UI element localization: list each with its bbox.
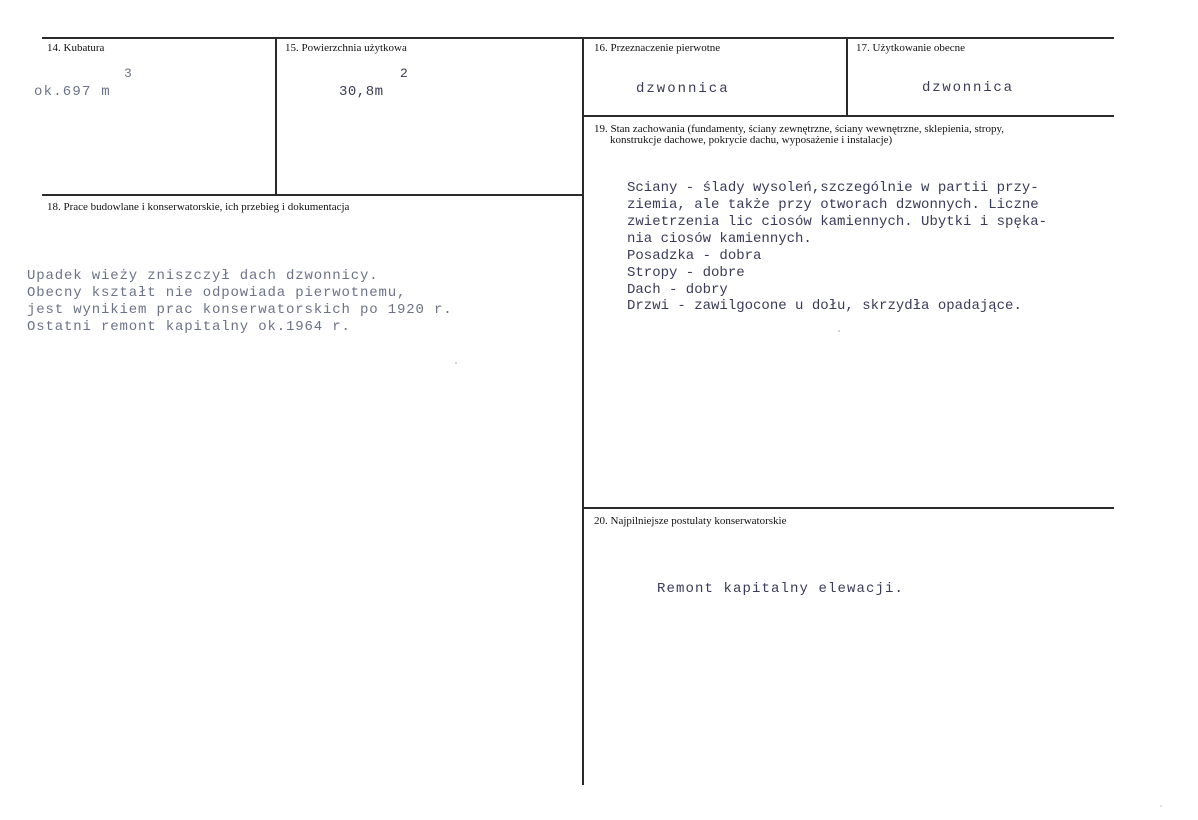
field-16-label: 16. Przeznaczenie pierwotne — [594, 42, 721, 54]
field-20-value: Remont kapitalny elewacji. — [657, 581, 905, 597]
field-17-label: 17. Użytkowanie obecne — [856, 42, 966, 54]
rule-above-20 — [583, 507, 1114, 509]
divider-14-15 — [275, 37, 277, 195]
top-rule — [42, 37, 1114, 39]
field-15-exponent: 2 — [400, 66, 408, 81]
field-19-label-line1: 19. Stan zachowania (fundamenty, ściany zewnętrzne, ściany wewnętrzne, sklepienia, stropy, — [594, 123, 1005, 135]
field-18-line: Upadek wieży zniszczył dach dzwonnicy. — [27, 268, 379, 284]
field-19-line: Stropy - dobre — [627, 265, 745, 281]
field-18-label: 18. Prace budowlane i konserwatorskie, ich przebieg i dokumentacja — [47, 201, 350, 213]
field-18-line: Obecny kształt nie odpowiada pierwotnemu, — [27, 285, 407, 301]
field-15-label: 15. Powierzchnia użytkowa — [285, 42, 407, 54]
scan-speck — [838, 330, 840, 332]
field-15-value: 30,8m — [339, 84, 384, 100]
main-center-divider — [582, 37, 584, 785]
divider-16-17 — [846, 37, 848, 116]
field-19-line: nia ciosów kamiennych. — [627, 231, 812, 247]
rule-under-16-17 — [583, 115, 1114, 117]
field-17-value: dzwonnica — [922, 80, 1014, 96]
field-19-line: Sciany - ślady wysoleń,szczególnie w partii przy- — [627, 180, 1039, 196]
rule-above-18 — [42, 194, 583, 196]
field-14-value: ok.697 m — [34, 84, 111, 100]
field-18-line: Ostatni remont kapitalny ok.1964 r. — [27, 319, 351, 335]
field-14-label: 14. Kubatura — [47, 42, 105, 54]
field-19-line: Drzwi - zawilgocone u dołu, skrzydła opadające. — [627, 298, 1022, 314]
field-19-line: Posadzka - dobra — [627, 248, 762, 264]
field-19-label-line2: konstrukcje dachowe, pokrycie dachu, wyposażenie i instalacje) — [610, 134, 893, 146]
field-19-line: ziemia, ale także przy otworach dzwonnych. Liczne — [627, 197, 1039, 213]
field-18-line: jest wynikiem prac konserwatorskich po 1920 r. — [27, 302, 453, 318]
field-14-exponent: 3 — [124, 66, 132, 81]
field-19-line: zwietrzenia lic ciosów kamiennych. Ubytki i spęka- — [627, 214, 1048, 230]
scan-speck — [455, 362, 457, 364]
field-16-value: dzwonnica — [636, 81, 730, 97]
field-20-label: 20. Najpilniejsze postulaty konserwatorskie — [594, 515, 787, 527]
scan-speck — [1160, 805, 1162, 807]
field-19-line: Dach - dobry — [627, 282, 728, 298]
